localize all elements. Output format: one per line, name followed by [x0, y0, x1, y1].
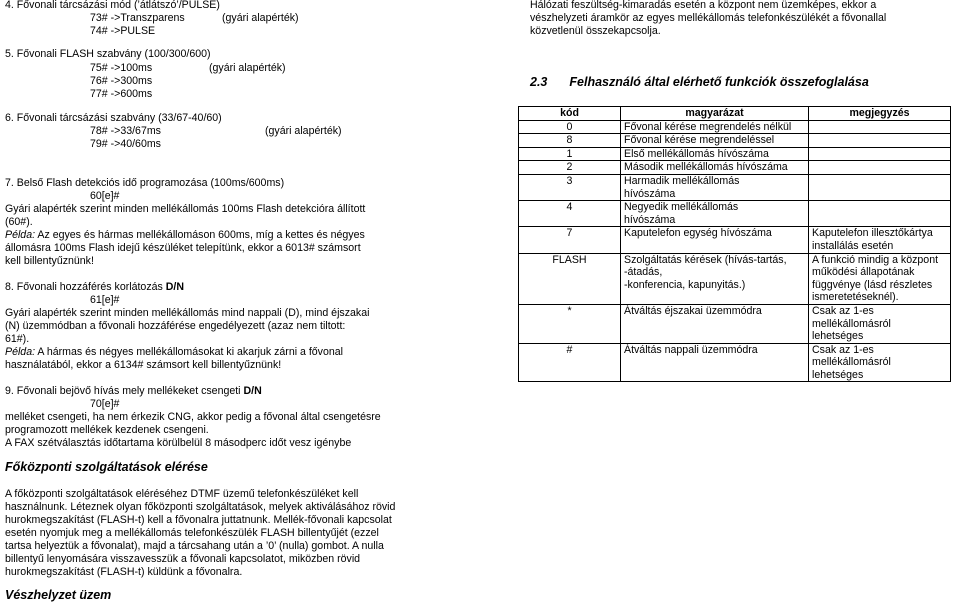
cell-line: installálás esetén	[812, 239, 894, 252]
table-row	[519, 161, 951, 175]
cell-line: Átváltás nappali üzemmódra	[624, 343, 758, 356]
cell-megjegyzes	[809, 147, 951, 161]
table-row	[519, 304, 951, 343]
cell-line: Átváltás éjszakai üzemmódra	[624, 304, 762, 317]
paragraph-line: közvetlenül összekapcsolja.	[530, 25, 661, 37]
cell-megjegyzes	[809, 161, 951, 175]
default-note: (gyári alapérték)	[209, 62, 286, 74]
paragraph-line: Hálózati feszültség-kimaradás esetén a központ nem üzemképes, ekkor a	[530, 0, 877, 11]
cell-megjegyzes	[809, 227, 951, 253]
cell-line: Harmadik mellékállomás	[624, 174, 740, 187]
section-6-title: 6. Fővonali tárcsázási szabvány (33/67-40/60)	[5, 112, 222, 124]
cell-line: függvénye (lásd részletes	[812, 278, 933, 291]
cell-line: Szolgáltatás kérések (hívás-tartás,	[624, 253, 787, 266]
cell-line: hívószáma	[624, 213, 676, 226]
cell-kod: 2	[519, 161, 621, 175]
setting-line: 78# ->33/67ms	[90, 125, 161, 137]
paragraph-line: Gyári alapérték szerint minden mellékállomás 100ms Flash detekcióra állított	[5, 203, 366, 215]
header-magyarazat: magyarázat	[621, 107, 809, 121]
cell-line: Második mellékállomás hívószáma	[624, 161, 788, 174]
cell-kod: 0	[519, 120, 621, 134]
cell-kod: 7	[519, 227, 621, 253]
section-heading-2-3: 2.3 Felhasználó által elérhető funkciók összefoglalása	[530, 75, 869, 89]
example-label: Példa:	[5, 229, 36, 241]
cell-kod: 8	[519, 134, 621, 148]
table-row	[519, 253, 951, 304]
cell-magyarazat	[621, 304, 809, 343]
cell-magyarazat	[621, 134, 809, 148]
setting-line: 75# ->100ms	[90, 62, 153, 74]
example-label: Példa:	[5, 346, 36, 358]
cell-magyarazat	[621, 227, 809, 253]
example-line: állomásra 100ms Flash idejű készüléket telepítünk, ekkor a 6013# számsort	[5, 242, 361, 254]
table-row	[519, 201, 951, 227]
cell-line: Kaputelefon egység hívószáma	[624, 227, 772, 240]
cell-kod: 1	[519, 147, 621, 161]
cell-line: Csak az 1-es mellékállomásról	[812, 304, 891, 330]
setting-line: 77# ->600ms	[90, 88, 153, 100]
cell-kod: #	[519, 343, 621, 382]
cell-line: Első mellékállomás hívószáma	[624, 147, 769, 160]
table-header-row	[519, 107, 951, 121]
example-line: használatából, ekkor a 6134# számsort kell billentyűznünk!	[5, 359, 282, 371]
cell-magyarazat	[621, 174, 809, 200]
section-8-title: 8. Fővonali hozzáférés korlátozás D/N	[5, 281, 185, 293]
cell-line: lehetséges	[812, 368, 864, 381]
paragraph-line: (N) üzemmódban a fővonali hozzáférése engedélyezett (azaz nem tiltott:	[5, 320, 346, 332]
cell-kod: 4	[519, 201, 621, 227]
cell-kod: FLASH	[519, 253, 621, 304]
table-row	[519, 343, 951, 382]
paragraph-line: használnunk. Léteznek olyan főközponti szolgáltatások, melyek aktiválásához rövid	[5, 501, 396, 513]
cell-line: Fővonal kérése megrendeléssel	[624, 134, 775, 147]
cell-megjegyzes	[809, 134, 951, 148]
cell-magyarazat	[621, 253, 809, 304]
cell-magyarazat	[621, 120, 809, 134]
section-5-title: 5. Fővonali FLASH szabvány (100/300/600)	[5, 48, 211, 60]
cell-line: Negyedik mellékállomás	[624, 201, 739, 214]
paragraph-line: programozott mellékek kezdenek csengeni.	[5, 424, 209, 436]
cell-line: Csak az 1-es mellékállomásról	[812, 343, 891, 369]
cell-line: -konferencia, kapunyitás.)	[624, 278, 746, 291]
cell-magyarazat	[621, 343, 809, 382]
code-line: 70[e]#	[90, 398, 120, 410]
cell-megjegyzes	[809, 343, 951, 382]
setting-line: 79# ->40/60ms	[90, 138, 161, 150]
cell-line: A funkció mindig a központ	[812, 253, 939, 266]
code-line: 61[e]#	[90, 294, 120, 306]
cell-magyarazat	[621, 201, 809, 227]
example-line: Példa: Az egyes és hármas mellékállomáson 600ms, míg a kettes és négyes	[5, 229, 365, 241]
table-row	[519, 134, 951, 148]
setting-line: 73# ->Transzparens	[90, 12, 185, 24]
header-kod: kód	[519, 107, 621, 121]
cell-line: Fővonal kérése megrendelés nélkül	[624, 120, 792, 133]
paragraph-line: (60#).	[5, 216, 33, 228]
table-row	[519, 227, 951, 253]
default-note: (gyári alapérték)	[222, 12, 299, 24]
example-line: Példa: A hármas és négyes mellékállomásokat ki akarjuk zárni a fővonal	[5, 346, 344, 358]
paragraph-line: tartsa helyeztük a fővonalat), majd a tárcsahang után a ’0’ (nulla) gombot. A nulla	[5, 540, 384, 552]
cell-line: -átadás,	[624, 266, 663, 279]
heading-fokozponti: Főközponti szolgáltatások elérése	[5, 460, 208, 474]
paragraph-line: A FAX szétválasztás időtartama körülbelül 8 másodperc időt vesz igénybe	[5, 437, 352, 449]
cell-megjegyzes	[809, 253, 951, 304]
section-7-title: 7. Belső Flash detekciós idő programozása (100ms/600ms)	[5, 177, 285, 189]
cell-line: működési állapotának	[812, 266, 915, 279]
cell-line: hívószáma	[624, 187, 676, 200]
example-line: kell billentyűznünk!	[5, 255, 94, 267]
code-line: 60[e]#	[90, 190, 120, 202]
table-row	[519, 147, 951, 161]
cell-megjegyzes	[809, 304, 951, 343]
cell-line: ismeretetéseknél).	[812, 291, 899, 304]
setting-line: 74# ->PULSE	[90, 25, 156, 37]
cell-kod: *	[519, 304, 621, 343]
function-summary-table	[518, 106, 951, 382]
cell-megjegyzes	[809, 201, 951, 227]
table-row	[519, 120, 951, 134]
setting-line: 76# ->300ms	[90, 75, 153, 87]
cell-magyarazat	[621, 147, 809, 161]
paragraph-line: Gyári alapérték szerint minden mellékállomás mind nappali (D), mind éjszakai	[5, 307, 370, 319]
heading-veszhelyzet: Vészhelyzet üzem	[5, 588, 112, 602]
cell-line: Kaputelefon illesztőkártya	[812, 227, 933, 240]
header-megjegyzes: megjegyzés	[809, 107, 951, 121]
section-4-title: 4. Fővonali tárcsázási mód (’átlátszó’/PULSE)	[5, 0, 220, 11]
paragraph-line: hurokmegszakítást (FLASH-t) kell a fővonalra juttatnunk. Mellék-fővonali kapcsolat	[5, 514, 392, 526]
paragraph-line: 61#).	[5, 333, 30, 345]
cell-line: lehetséges	[812, 330, 864, 343]
paragraph-line: A főközponti szolgáltatások eléréséhez DTMF üzemű telefonkészüléket kell	[5, 488, 359, 500]
cell-kod: 3	[519, 174, 621, 200]
default-note: (gyári alapérték)	[265, 125, 342, 137]
cell-megjegyzes	[809, 174, 951, 200]
paragraph-line: vészhelyzeti áramkör az egyes mellékállomás telefonkészülékét a fővonallal	[530, 12, 887, 24]
paragraph-line: billentyű lenyomására visszavesszük a fővonali kapcsolatot, miközben rövid	[5, 553, 361, 565]
cell-megjegyzes	[809, 120, 951, 134]
paragraph-line: hurokmegszakítást (FLASH-t) küldünk a fővonalra.	[5, 566, 243, 578]
paragraph-line: melléket csengeti, ha nem érkezik CNG, akkor pedig a fővonal által csengetésre	[5, 411, 381, 423]
paragraph-line: esetén nyomjuk meg a mellékállomás telefonkészülék FLASH billentyűjét (ezzel	[5, 527, 379, 539]
cell-magyarazat	[621, 161, 809, 175]
section-9-title: 9. Fővonali bejövő hívás mely mellékeket csengeti D/N	[5, 385, 262, 397]
table-row	[519, 174, 951, 200]
